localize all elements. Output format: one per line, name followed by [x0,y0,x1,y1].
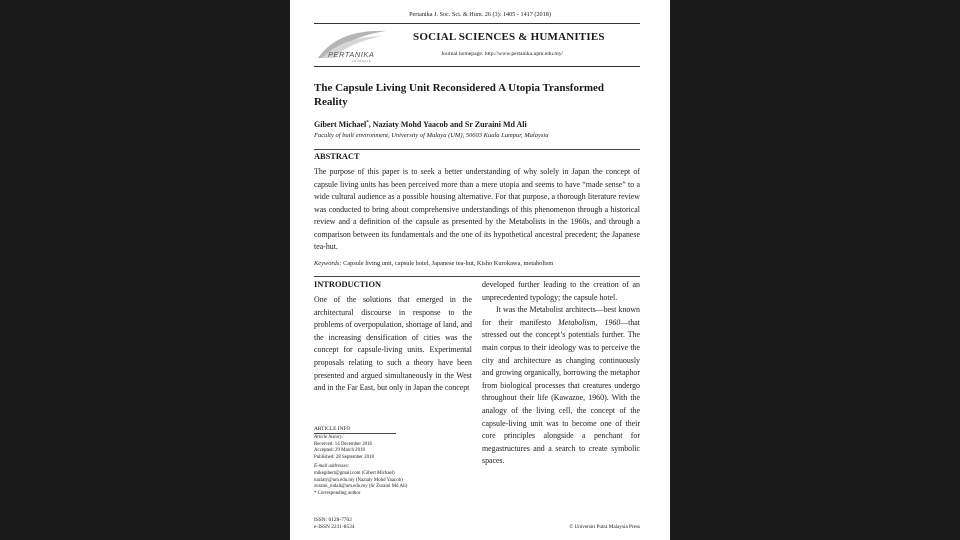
email-address: mikegibert@gmail.com (Gibert Michael) [314,470,395,476]
history-label: Article history: [314,435,344,440]
body-column-left: One of the solutions that emerged in the architectural discourse in response to the problems of overpopulation, shortage of land, and the increasing densification of cities was the concept for capsule-living units. Experimental proposals relating to such a theory have been presented and argued simultaneously in the West and in the Far East, but only in Japan the concept [314,295,472,393]
author-list [314,120,527,129]
issn-block [314,517,355,532]
author-others: , Naziaty Mohd Yaacob and Sr Zuraini Md Ali [368,120,527,129]
divider [314,149,640,150]
article-info [314,435,472,497]
abstract-heading: ABSTRACT [314,152,360,161]
email-label: E-mail addresses: [314,464,350,470]
journal-header [314,23,640,67]
email-address: naziaty@um.edu.my (Naziaty Mohd Yaacob) [314,477,403,483]
published-date: Published: 28 September 2018 [314,454,374,460]
corresponding-note: * Corresponding author [314,490,361,496]
accepted-date: Accepted: 29 March 2018 [314,448,365,454]
logo-text: PERTANIKA [328,50,375,59]
paper-title: The Capsule Living Unit Reconsidered A Utopia Transformed Reality [314,82,605,108]
pertanika-logo [316,27,388,63]
author-primary: Gibert Michael [314,120,367,129]
manifesto-title: Metabolism, 1960 [558,317,621,327]
journal-homepage: Journal homepage: http://www.pertanika.upm.edu.my/ [441,51,564,57]
affiliation: Faculty of built environment, University of Malaya (UM), 50603 Kuala Lumpur, Malaysia [314,132,549,139]
email-address: zuraini_mdali@um.edu.my (Sr Zuraini Md Ali) [314,484,408,490]
keywords-list: Capsule living unit, capsule hotel, Japanese tea-hut, Kisho Kurokawa, metabolism [341,260,554,267]
introduction-heading: INTRODUCTION [314,280,382,289]
paragraph [482,304,640,468]
keywords [314,260,640,267]
corresponding-mark: * [366,120,369,126]
received-date: Received: 14 December 2016 [314,441,372,447]
logo-subtext: J O U R N A L S [352,60,371,63]
paper-page [290,0,670,540]
journal-reference: Pertanika J. Soc. Sci. & Hum. 26 (3): 1405 - 1417 (2018) [409,11,551,18]
journal-section-title: SOCIAL SCIENCES & HUMANITIES [413,31,605,43]
divider [314,276,640,277]
article-info-heading: ARTICLE INFO [314,426,396,434]
paragraph-text: —that stressed out the concept’s potentials further. The main corpus to their ideology was to perceive the city and architecture as changing continuously and growing organically, borrowing the metaphor from biological processes that creatures undergo throughout their life (Kawazoe, 1960). With the analogy of the living cell, the concept of the capsule-living unit was to become one of their core principles alongside a penchant for megastructures and a search to create symbolic spaces. [482,317,641,466]
abstract-text: The purpose of this paper is to seek a better understanding of why solely in Japan the concept of capsule living units has been perceived more than a mere utopia and seems to have “made sense” to a wide cultural audience as a possible housing alternative. For that purpose, a thorough literature review was conducted to bring about comprehensive understandings of this phenomenon through a historical review and a definition of the capsule as presented by the Metabolists in the 1960s, and through a comparison between its fundamentals and the one of its hypothetical ancestral precedent; the Japanese tea-hut. [314,167,640,251]
paragraph: developed further leading to the creation of an unprecedented typology; the capsule hotel. [482,280,640,302]
eissn: e-ISSN 2231-8534 [314,524,355,531]
issn: ISSN: 0128-7702 [314,517,352,523]
keywords-label: Keywords: [314,260,342,267]
paragraph-text: It was the Metabolist architects—best known for their manifesto [482,305,640,327]
copyright: © Universiti Putra Malaysia Press [569,524,640,530]
body-column-right [482,279,640,468]
